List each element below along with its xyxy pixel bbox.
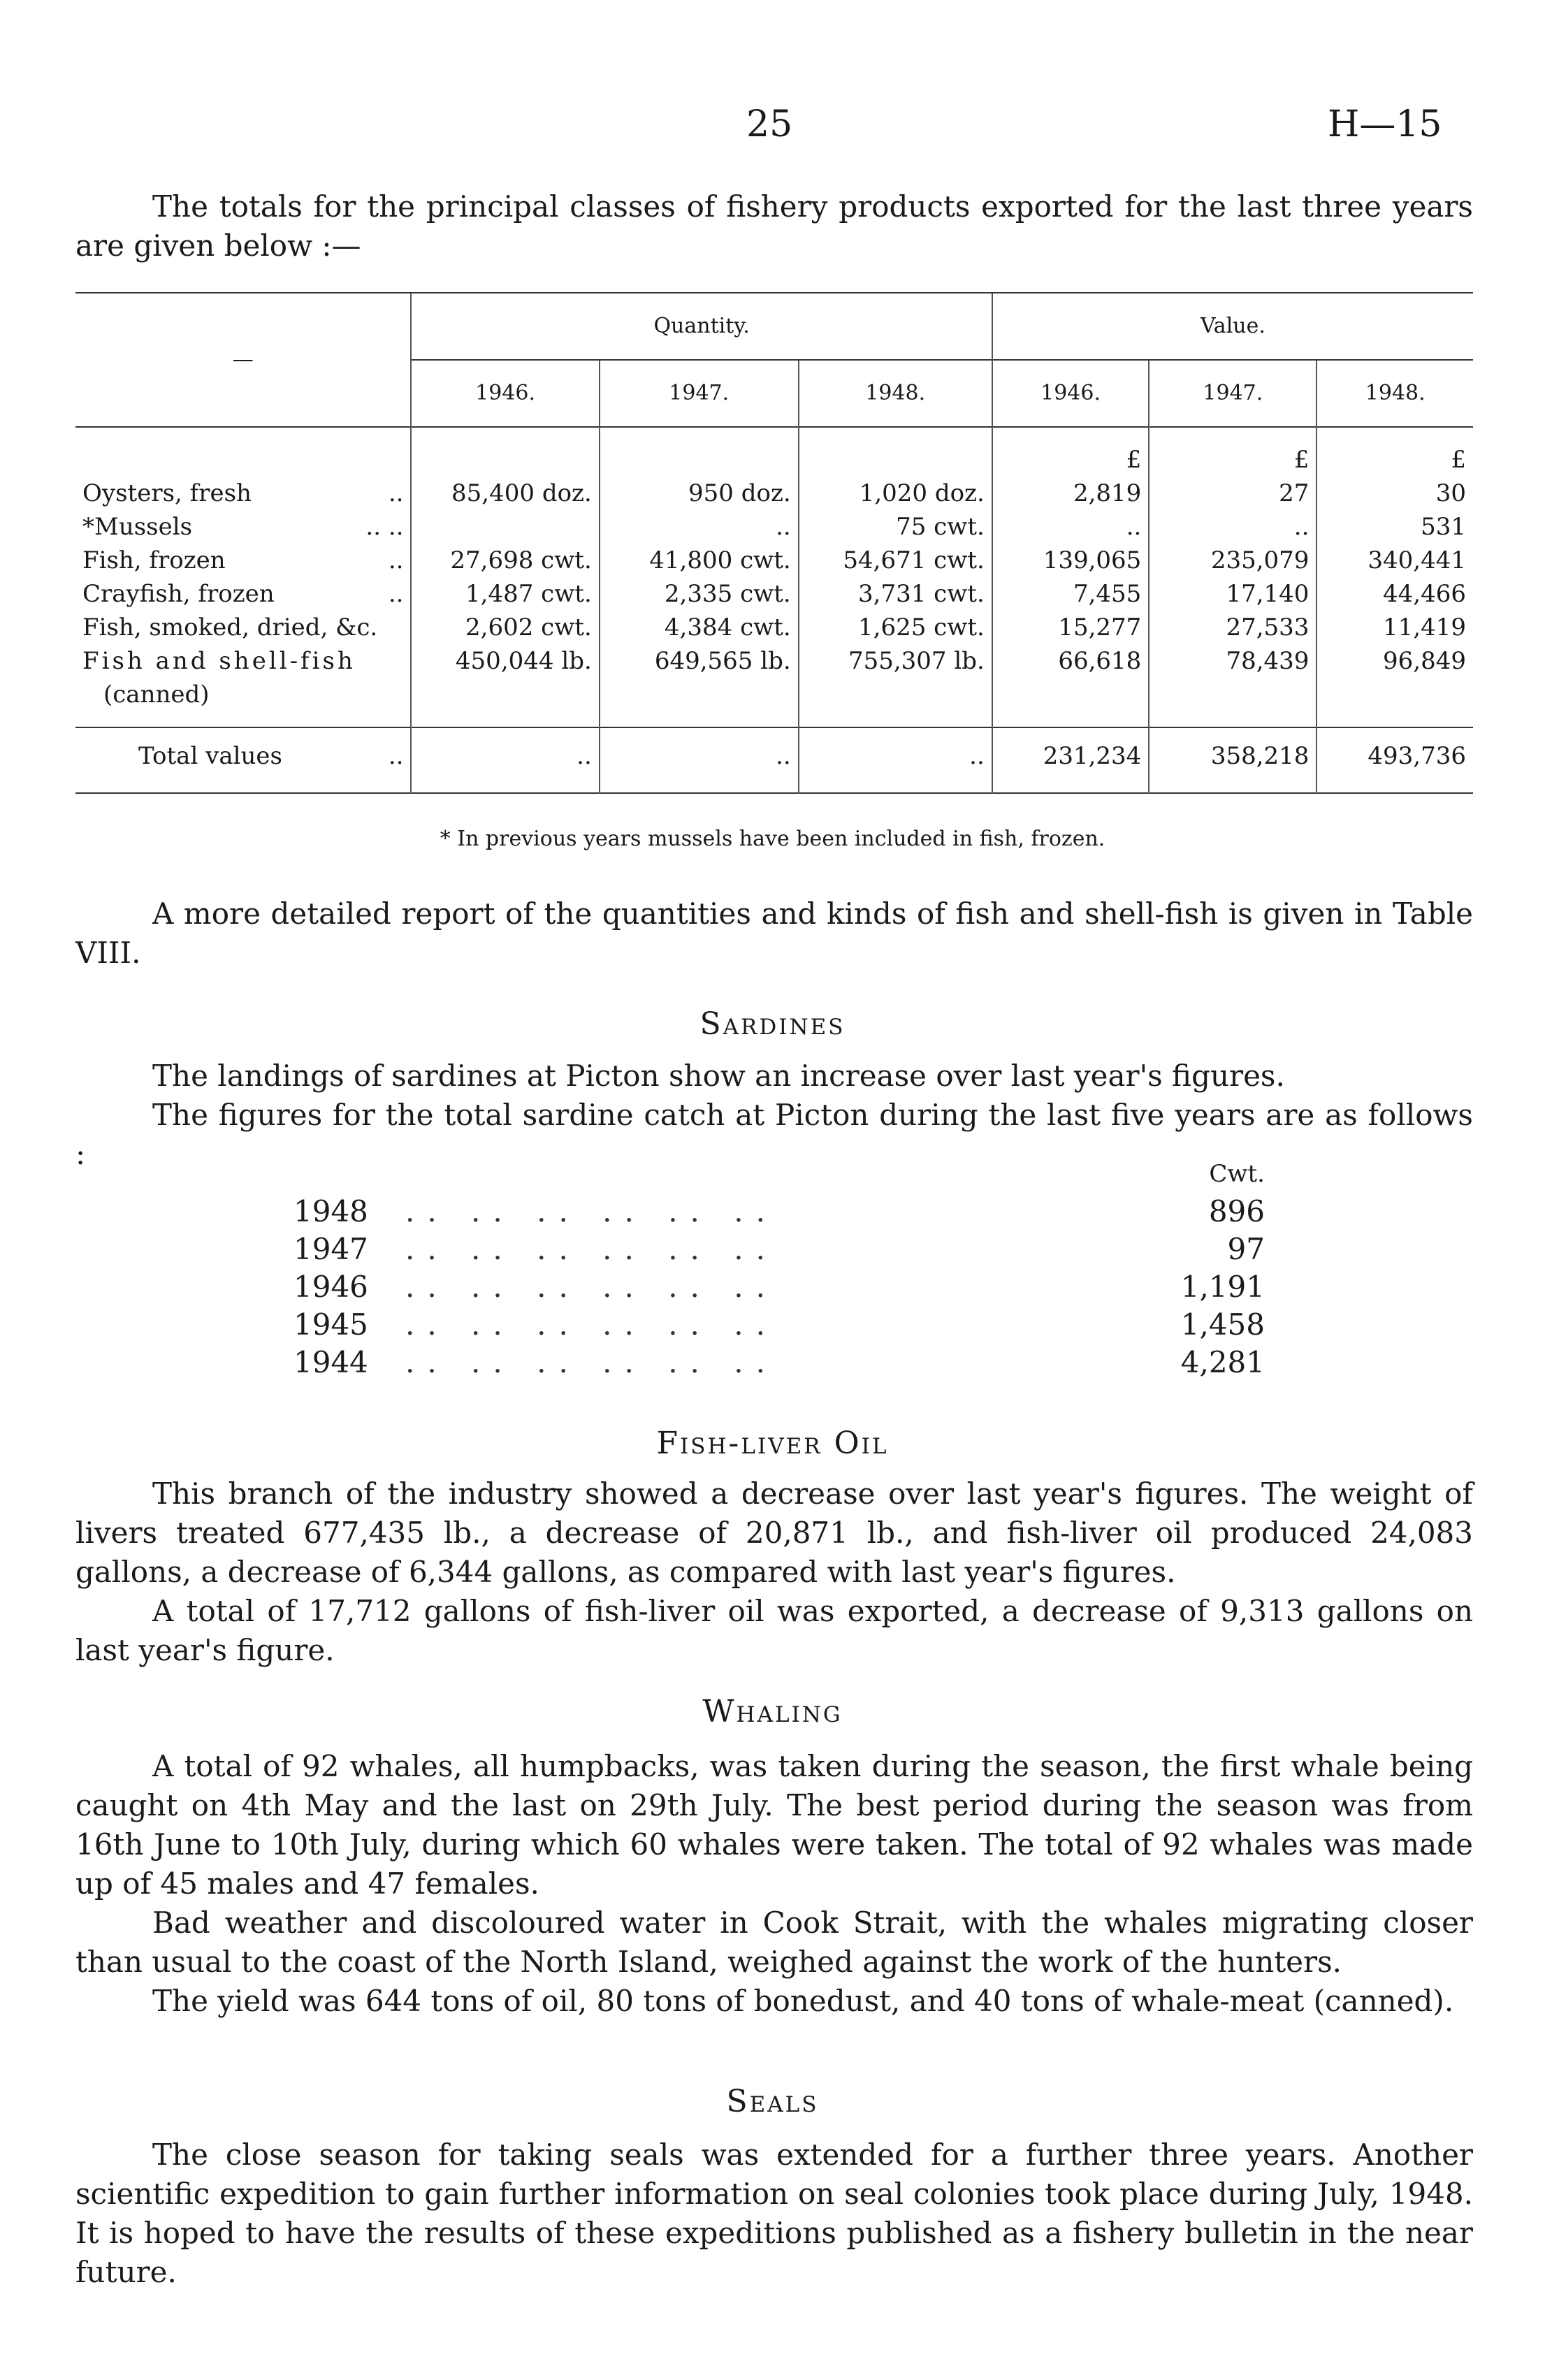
- sardine-year: 1948: [293, 1194, 368, 1228]
- dot-leader: .. .. .. .. .. ..: [405, 1194, 778, 1228]
- sardine-catch: 896: [1208, 1194, 1265, 1228]
- intro-paragraph: The totals for the principal classes of fishery products exported for the last three years are given below :—: [75, 189, 1473, 263]
- seals-paragraph: The close season for taking seals was extended for a further three years. Another scientific expedition to gain further information on seal colonies took place during July, 1948. It is hoped to have the results of these expeditions published as a fishery bulletin in the near future.: [75, 2138, 1473, 2289]
- detail-paragraph: A more detailed report of the quantities and kinds of fish and shell-fish is given in Table VIII.: [75, 897, 1473, 970]
- exports-table: [75, 292, 1473, 794]
- cell: 30: [1316, 477, 1473, 510]
- cell: ..: [799, 727, 992, 793]
- table-stub-header: —: [75, 293, 411, 427]
- cell: 340,441: [1316, 544, 1473, 577]
- row-label: Oysters, fresh: [82, 479, 252, 507]
- whaling-paragraph-2: Bad weather and discoloured water in Cook Strait, with the whales migrating closer than usual to the coast of the North Island, weighed against the work of the hunters.: [75, 1906, 1473, 1979]
- list-item: [293, 1268, 1265, 1306]
- row-label: Fish, smoked, dried, &c.: [82, 614, 378, 641]
- cell: 531: [1316, 510, 1473, 544]
- sardine-catch: 1,191: [1180, 1270, 1265, 1304]
- row-leader: ..: [388, 580, 404, 608]
- table-group-header: [75, 293, 1473, 360]
- row-label: Crayfish, frozen: [82, 580, 275, 608]
- cell: 44,466: [1316, 577, 1473, 611]
- cell: 1,625 cwt.: [799, 611, 992, 644]
- cell: ..: [600, 727, 799, 793]
- cell: 2,335 cwt.: [600, 577, 799, 611]
- year-header: 1948.: [1316, 360, 1473, 427]
- total-value: 358,218: [1149, 727, 1316, 793]
- page-number: 25: [746, 103, 793, 145]
- cell: 649,565 lb.: [600, 644, 799, 678]
- dot-leader: .. .. .. .. .. ..: [405, 1270, 778, 1304]
- sardine-catch: 4,281: [1180, 1345, 1265, 1379]
- cell: 54,671 cwt.: [799, 544, 992, 577]
- row-label: Fish, frozen: [82, 546, 226, 574]
- row-label: *Mussels: [82, 513, 193, 541]
- list-item: [293, 1231, 1265, 1268]
- table-row: [75, 544, 1473, 577]
- cell: 15,277: [992, 611, 1149, 644]
- cell: 3,731 cwt.: [799, 577, 992, 611]
- year-header: 1947.: [600, 360, 799, 427]
- cell: ..: [411, 727, 599, 793]
- seals-heading: Seals: [726, 2084, 819, 2119]
- table-footnote: * In previous years mussels have been included in fish, frozen.: [440, 827, 1105, 851]
- total-label: Total values: [138, 742, 282, 770]
- total-row: [75, 727, 1473, 793]
- list-item: [293, 1306, 1265, 1344]
- currency-symbol: £: [1316, 427, 1473, 477]
- dot-leader: .. .. .. .. .. ..: [405, 1307, 778, 1342]
- dot-leader: .. .. .. .. .. ..: [405, 1345, 778, 1379]
- cell: 41,800 cwt.: [600, 544, 799, 577]
- row-leader: ..: [388, 479, 404, 507]
- cell: 11,419: [1316, 611, 1473, 644]
- cell: 17,140: [1149, 577, 1316, 611]
- year-header: 1948.: [799, 360, 992, 427]
- sardine-year: 1944: [293, 1345, 368, 1379]
- whaling-heading: Whaling: [702, 1694, 843, 1729]
- cell: 450,044 lb.: [411, 644, 599, 678]
- sardine-year: 1945: [293, 1307, 368, 1342]
- sardine-catch: 97: [1227, 1232, 1265, 1266]
- row-leader: .. ..: [365, 513, 404, 541]
- cell: 755,307 lb.: [799, 644, 992, 678]
- list-item: [293, 1193, 1265, 1231]
- currency-symbol: £: [992, 427, 1149, 477]
- cell: 75 cwt.: [799, 510, 992, 544]
- year-header: 1946.: [411, 360, 599, 427]
- quantity-group-header: Quantity.: [411, 293, 992, 360]
- total-leader: ..: [388, 742, 404, 770]
- cell: 27,698 cwt.: [411, 544, 599, 577]
- cell: 78,439: [1149, 644, 1316, 678]
- table-row: [75, 510, 1473, 544]
- cell: 7,455: [992, 577, 1149, 611]
- sardines-unit-row: [293, 1155, 1265, 1193]
- total-value: 493,736: [1316, 727, 1473, 793]
- cell: 2,602 cwt.: [411, 611, 599, 644]
- cell: 235,079: [1149, 544, 1316, 577]
- fish-liver-paragraph-1: This branch of the industry showed a decrease over last year's figures. The weight of livers treated 677,435 lb., a decrease of 20,871 lb., and fish-liver oil produced 24,083 gallons, a decrease of 6,344 gallons, as compared with last year's figures.: [75, 1476, 1473, 1589]
- table-row: [75, 577, 1473, 611]
- value-group-header: Value.: [992, 293, 1473, 360]
- sardines-unit: Cwt.: [1209, 1160, 1265, 1188]
- total-value: 231,234: [992, 727, 1149, 793]
- currency-symbol: £: [1149, 427, 1316, 477]
- list-item: [293, 1344, 1265, 1381]
- whaling-paragraph-1: A total of 92 whales, all humpbacks, was taken during the season, the first whale being caught on 4th May and the last on 29th July. The best period during the season was from 16th June to 10th July, during which 60 whales were taken. The total of 92 whales was made up of 45 males and 47 females.: [75, 1749, 1473, 1901]
- sardines-paragraph-1: The landings of sardines at Picton show an increase over last year's figures.: [152, 1059, 1285, 1093]
- row-label: Fish and shell-fish: [82, 647, 356, 675]
- cell: ..: [600, 510, 799, 544]
- cell: 85,400 doz.: [411, 477, 599, 510]
- document-code: H—15: [1328, 103, 1442, 145]
- sardine-year: 1947: [293, 1232, 368, 1266]
- sardine-year: 1946: [293, 1270, 368, 1304]
- cell: [411, 510, 599, 544]
- cell: 1,020 doz.: [799, 477, 992, 510]
- sardines-paragraph-2: The figures for the total sardine catch at Picton during the last five years are as follows :: [75, 1098, 1473, 1171]
- whaling-paragraph-3: The yield was 644 tons of oil, 80 tons of bonedust, and 40 tons of whale-meat (canned).: [152, 1984, 1454, 2018]
- year-header: 1947.: [1149, 360, 1316, 427]
- cell: 27,533: [1149, 611, 1316, 644]
- table-row: [75, 644, 1473, 678]
- cell: ..: [1149, 510, 1316, 544]
- cell: 96,849: [1316, 644, 1473, 678]
- cell: ..: [992, 510, 1149, 544]
- row-label-continuation: (canned): [103, 681, 210, 709]
- fish-liver-heading: Fish-liver Oil: [656, 1425, 889, 1461]
- cell: 66,618: [992, 644, 1149, 678]
- row-leader: ..: [388, 546, 404, 574]
- cell: 139,065: [992, 544, 1149, 577]
- year-header: 1946.: [992, 360, 1149, 427]
- sardines-heading: Sardines: [699, 1006, 846, 1042]
- cell: 4,384 cwt.: [600, 611, 799, 644]
- sardine-catch: 1,458: [1180, 1307, 1265, 1342]
- dot-leader: .. .. .. .. .. ..: [405, 1232, 778, 1266]
- fish-liver-paragraph-2: A total of 17,712 gallons of fish-liver oil was exported, a decrease of 9,313 gallons on last year's figure.: [75, 1594, 1473, 1667]
- cell: 1,487 cwt.: [411, 577, 599, 611]
- table-row: [75, 611, 1473, 644]
- cell: 950 doz.: [600, 477, 799, 510]
- currency-row: [75, 427, 1473, 477]
- table-row: [75, 477, 1473, 510]
- table-row-continuation: [75, 678, 1473, 727]
- sardines-list: [293, 1160, 1265, 1381]
- cell: 2,819: [992, 477, 1149, 510]
- cell: 27: [1149, 477, 1316, 510]
